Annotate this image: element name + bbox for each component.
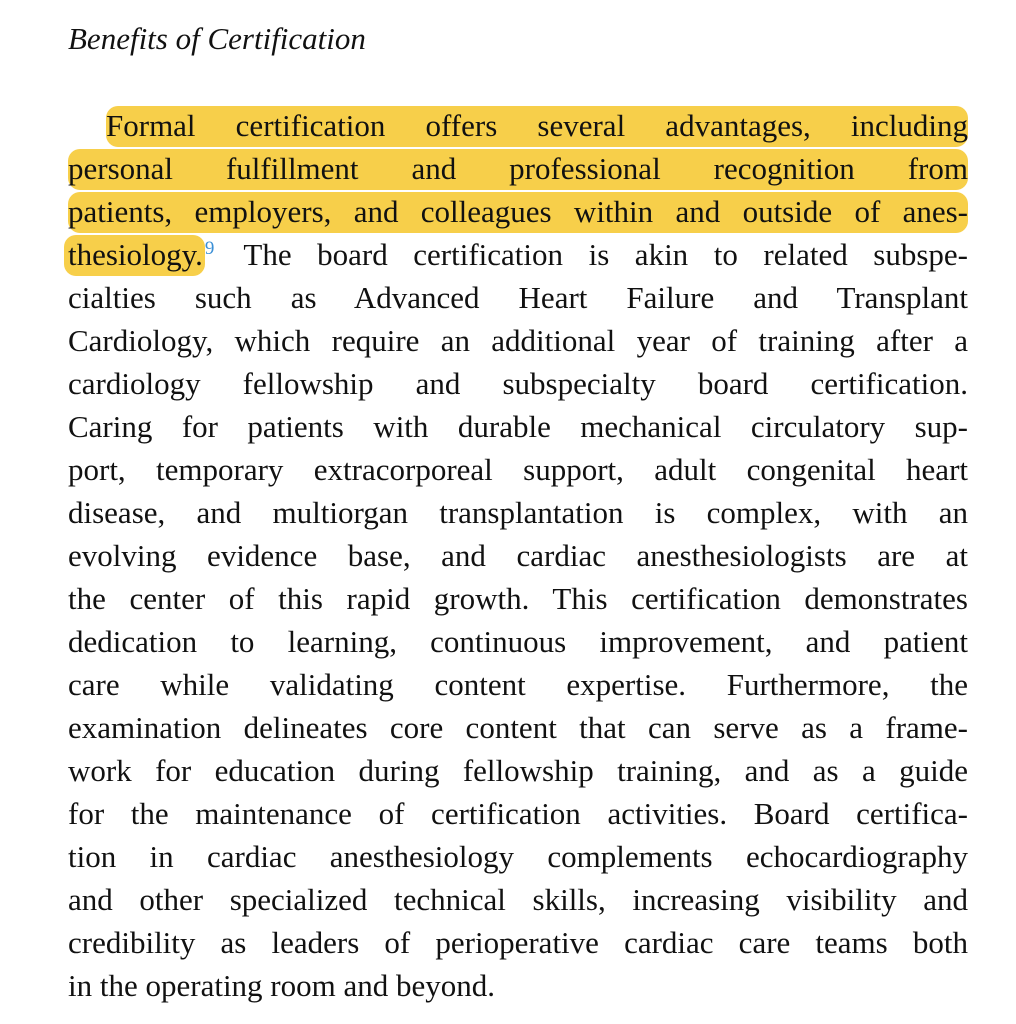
text-line: in the operating room and beyond. bbox=[68, 968, 496, 1003]
text-line: for the maintenance of certification activities. Board certifica- bbox=[68, 796, 968, 831]
citation-link[interactable]: 9 bbox=[204, 237, 215, 259]
text-line bbox=[68, 104, 968, 147]
text-line: cialties such as Advanced Heart Failure and Transplant bbox=[68, 280, 968, 315]
text-line: Cardiology, which require an additional year of training after a bbox=[68, 323, 968, 358]
paragraph bbox=[68, 104, 968, 1007]
text-line: cardiology fellowship and subspecialty board certification. bbox=[68, 366, 968, 401]
text-line: work for education during fellowship training, and as a guide bbox=[68, 753, 968, 788]
text-line: disease, and multiorgan transplantation is complex, with an bbox=[68, 495, 968, 530]
text-line: examination delineates core content that can serve as a frame- bbox=[68, 710, 968, 745]
highlighted-text[interactable]: patients, employers, and colleagues within and outside of anes- bbox=[68, 192, 968, 233]
text-line: evolving evidence base, and cardiac anesthesiologists are at bbox=[68, 538, 968, 573]
text-segment: The board certification is akin to related subspe- bbox=[243, 237, 968, 272]
text-line: credibility as leaders of perioperative cardiac care teams both bbox=[68, 925, 968, 960]
text-line bbox=[68, 147, 968, 190]
highlighted-text[interactable]: personal fulfillment and professional recognition from bbox=[68, 149, 968, 190]
highlighted-text[interactable]: Formal certification offers several advantages, including bbox=[106, 106, 968, 147]
text-line: port, temporary extracorporeal support, adult congenital heart bbox=[68, 452, 968, 487]
text-line bbox=[68, 190, 968, 233]
text-line: and other specialized technical skills, increasing visibility and bbox=[68, 882, 968, 917]
text-line: the center of this rapid growth. This certification demonstrates bbox=[68, 581, 968, 616]
text-line: care while validating content expertise. Furthermore, the bbox=[68, 667, 968, 702]
text-line: tion in cardiac anesthesiology complements echocardiography bbox=[68, 839, 968, 874]
text-line bbox=[68, 233, 968, 276]
section-heading: Benefits of Certification bbox=[68, 21, 366, 56]
text-line: Caring for patients with durable mechanical circulatory sup- bbox=[68, 409, 968, 444]
text-line: dedication to learning, continuous improvement, and patient bbox=[68, 624, 968, 659]
highlighted-text[interactable]: thesiology. bbox=[64, 235, 205, 276]
